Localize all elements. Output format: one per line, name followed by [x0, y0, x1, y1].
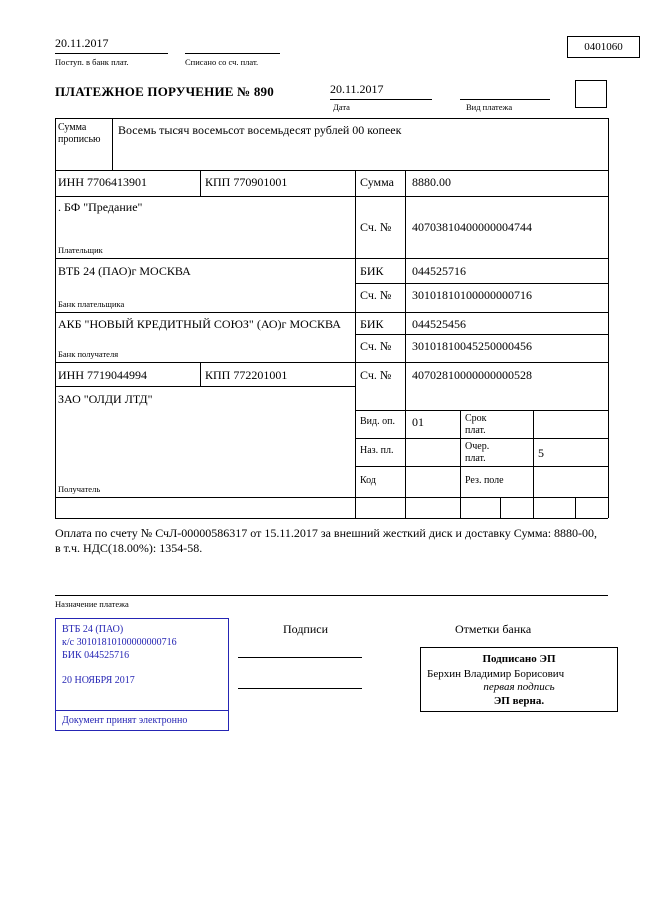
ocher-plat-value: 5: [538, 446, 544, 460]
document-date: 20.11.2017: [330, 82, 432, 100]
grid-line: [55, 386, 355, 387]
payer-inn: ИНН 7706413901: [58, 175, 147, 189]
grid-line: [112, 118, 113, 170]
grid-line: [355, 170, 356, 518]
payee-account-label: Сч. №: [360, 368, 392, 382]
received-label: Поступ. в банк плат.: [55, 57, 129, 67]
sum-value: 8880.00: [412, 175, 451, 189]
payer-kpp: КПП 770901001: [205, 175, 288, 189]
date-label: Дата: [333, 102, 350, 112]
grid-line: [533, 410, 534, 518]
payee-bank-bik-label: БИК: [360, 317, 384, 331]
payer-bank-account: 30101810100000000716: [412, 288, 532, 302]
payment-type-label: Вид платежа: [466, 102, 513, 112]
payee-name: ЗАО "ОЛДИ ЛТД": [58, 392, 153, 406]
grid-line: [200, 170, 201, 196]
esign-signature-kind: первая подпись: [483, 681, 555, 693]
esign-signed-label: Подписано ЭП: [482, 653, 556, 665]
payer-section-label: Плательщик: [58, 245, 103, 255]
purpose-label: Назначение платежа: [55, 599, 129, 609]
bank-receipt-date: 20.11.2017: [55, 36, 168, 54]
grid-line: [355, 466, 608, 467]
esign-signer-name: Берхин Владимир Борисович: [427, 667, 565, 680]
payer-name: . БФ "Предание": [58, 200, 143, 214]
grid-line: [355, 410, 608, 411]
srok-plat-label: Срок плат.: [465, 413, 487, 436]
grid-line: [575, 497, 576, 518]
grid-line: [55, 518, 608, 519]
sum-label: Сумма: [360, 175, 394, 189]
payment-purpose-text: Оплата по счету № СчЛ-00000586317 от 15.11.2017 за внешний жесткий диск и доставку Сумма: 8880-00, в т.ч. НДС(18.00%): 1354-58.: [55, 526, 598, 555]
stamp-note: Документ принят электронно: [56, 710, 228, 730]
payment-type-box: [575, 80, 607, 108]
payee-kpp: КПП 772201001: [205, 368, 288, 382]
payee-bank-bik: 044525456: [412, 317, 466, 331]
stamp-bank-name: ВТБ 24 (ПАО): [62, 624, 124, 635]
grid-line: [460, 410, 461, 518]
grid-line: [500, 497, 501, 518]
grid-line: [55, 118, 56, 518]
debit-date-line: [185, 36, 280, 54]
signature-line-1: [238, 657, 362, 658]
bank-stamp: [55, 618, 229, 731]
grid-line: [608, 118, 609, 518]
grid-line: [405, 170, 406, 518]
bank-marks-label: Отметки банка: [455, 622, 532, 636]
payer-account-label: Сч. №: [360, 220, 392, 234]
payee-bank-account-label: Сч. №: [360, 339, 392, 353]
grid-line: [355, 438, 608, 439]
payer-bank-bik-label: БИК: [360, 264, 384, 278]
debited-label: Списано со сч. плат.: [185, 57, 259, 67]
grid-line: [55, 362, 608, 363]
payer-account: 40703810400000004744: [412, 220, 532, 234]
payment-type-line: [460, 82, 550, 100]
vid-op-value: 01: [412, 415, 424, 429]
payee-account: 40702810000000000528: [412, 368, 532, 382]
kod-label: Код: [360, 475, 376, 486]
amount-words-label: Сумма прописью: [58, 122, 101, 145]
payee-section-label: Получатель: [58, 484, 101, 494]
rez-pole-label: Рез. поле: [465, 475, 504, 486]
payee-bank-account: 30101810045250000456: [412, 339, 532, 353]
grid-line: [55, 312, 608, 313]
ocher-plat-label: Очер. плат.: [465, 441, 490, 464]
esign-mark-box: [420, 647, 618, 712]
amount-words-value: Восемь тысяч восемьсот восемьдесят рублей 00 копеек: [118, 123, 402, 137]
purpose-underline: [55, 595, 608, 596]
grid-line: [55, 118, 608, 119]
document-title: ПЛАТЕЖНОЕ ПОРУЧЕНИЕ № 890: [55, 84, 274, 99]
naz-pl-label: Наз. пл.: [360, 445, 394, 456]
grid-line: [55, 258, 608, 259]
grid-line: [200, 362, 201, 386]
stamp-date: 20 НОЯБРЯ 2017: [62, 675, 135, 686]
signature-line-2: [238, 688, 362, 689]
grid-line: [355, 283, 608, 284]
payer-bank-account-label: Сч. №: [360, 288, 392, 302]
signatures-label: Подписи: [283, 622, 329, 636]
grid-line: [55, 170, 608, 171]
payee-inn: ИНН 7719044994: [58, 368, 147, 382]
grid-line: [55, 196, 608, 197]
grid-line: [355, 334, 608, 335]
stamp-corr-account: к/с 30101810100000000716: [62, 637, 177, 648]
payer-bank-section-label: Банк плательщика: [58, 299, 125, 309]
payer-bank-bik: 044525716: [412, 264, 466, 278]
esign-verified-label: ЭП верна.: [493, 694, 545, 707]
stamp-bik: БИК 044525716: [62, 650, 130, 661]
vid-op-label: Вид. оп.: [360, 416, 395, 427]
form-code-box: 0401060: [567, 36, 640, 58]
payee-bank-section-label: Банк получателя: [58, 349, 119, 359]
payee-bank-name: АКБ "НОВЫЙ КРЕДИТНЫЙ СОЮЗ" (АО)г МОСКВА: [58, 317, 341, 331]
stamp-spacer: [62, 662, 222, 674]
grid-line: [55, 497, 608, 498]
payer-bank-name: ВТБ 24 (ПАО)г МОСКВА: [58, 264, 191, 278]
